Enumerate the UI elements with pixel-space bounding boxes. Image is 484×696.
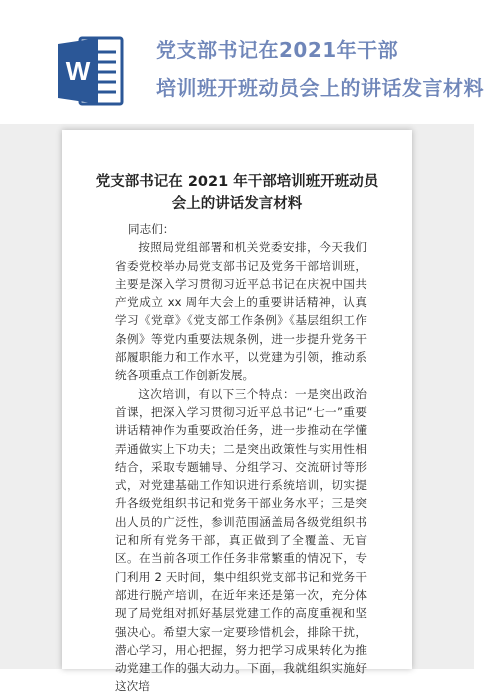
document-page [62,130,412,694]
banner-title-line2: 培训班开班动员会上的讲话发言材料 [156,76,484,100]
greeting: 同志们： [128,222,175,236]
document-title-line2: 会上的讲话发言材料 [171,196,303,212]
word-document-icon [58,34,124,108]
banner-title-line1: 党支部书记在2021年干部 [156,38,399,62]
document-body [115,220,367,696]
banner [0,0,484,134]
paragraph-1: 按照局党组部署和机关党委安排，今天我们省委党校举办局党支部书记及党务干部培训班，主要是深入学习贯彻习近平总书记在庆祝中国共产党成立 xx 周年大会上的重要讲话精神，认真学习《党章》《党支部工作条例》《基层组织工作条例》等党内重要法规条例，进一步提升党务干部履职能力和工作水平，以党建为引领，推动系统各项重点工作创新发展。 [115,240,367,383]
svg-text:W: W [65,56,91,86]
document-title-line1: 党支部书记在 2021 年干部培训班开班动员 [95,174,379,190]
paragraph-2: 这次培训，有以下三个特点：一是突出政治首课，把深入学习贯彻习近平总书记“七一”重要讲话精神作为重要政治任务，进一步推动在学懂弄通做实上下功夫；二是突出政策性与实用性相结合，采取专题辅导、分组学习、交流研讨等形式，对党建基础工作知识进行系统培训，切实提升各级党组织书记和党务干部业务水平；三是突出人员的广泛性，参训范围涵盖局各级党组织书记和所有党务干部，真正做到了全覆盖、无盲区。在当前各项工作任务非常繁重的情况下，专门利用 2 天时间，集中组织党支部书记和党务干部进行脱产培训，在近年来还是第一次，充分体现了局党组对抓好基层党建工作的高度重视和坚强决心。希望大家一定要珍惜机会，排除干扰，潜心学习，用心把握，努力把学习成果转化为推动党建工作的强大动力。下面，我就组织实施好这次培 [115,386,367,694]
